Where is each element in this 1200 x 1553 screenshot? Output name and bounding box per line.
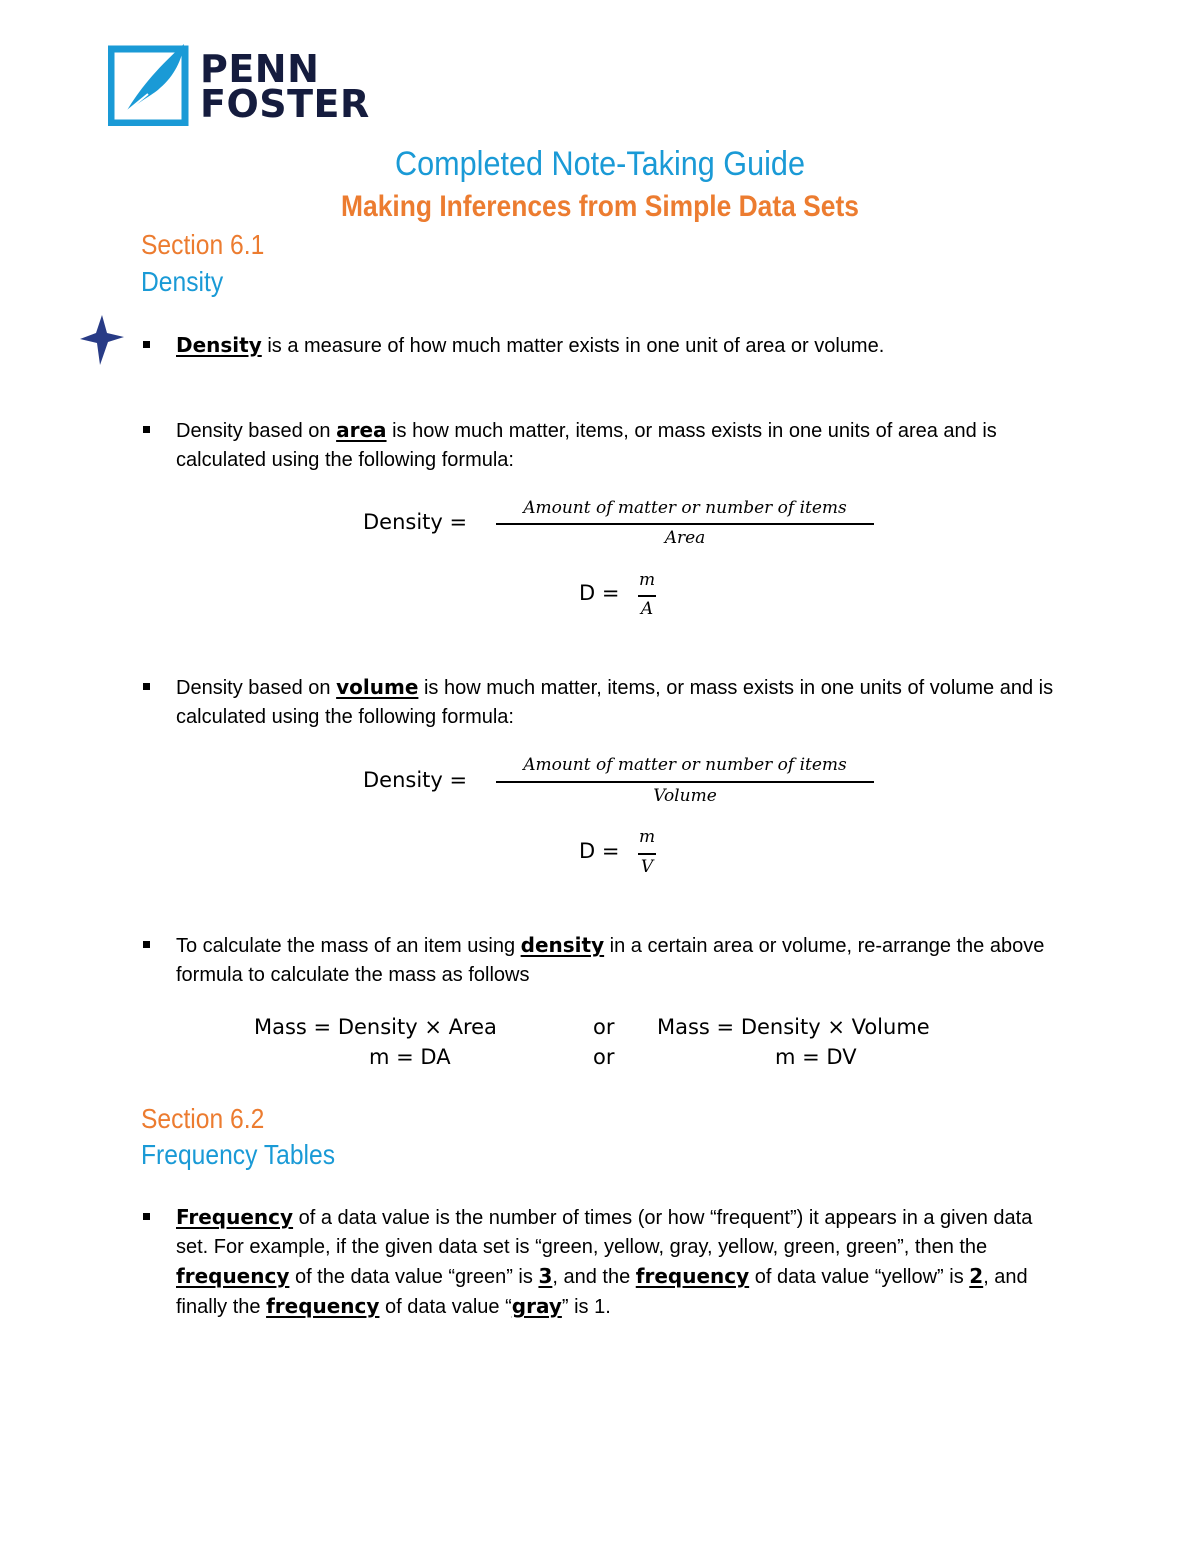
answer: 2 bbox=[969, 1264, 984, 1288]
short-numerator: m bbox=[638, 827, 656, 847]
text: ” is 1. bbox=[561, 1296, 611, 1318]
key-term: frequency bbox=[635, 1264, 750, 1288]
key-term: density bbox=[520, 933, 605, 957]
key-term: frequency bbox=[176, 1264, 290, 1288]
logo-line2: FOSTER bbox=[200, 82, 370, 126]
frequency-definition bbox=[176, 1203, 1056, 1322]
text: is how much matter, items, or mass exists in one units of area and is calculated using the following formula: bbox=[176, 420, 997, 471]
formula-lhs: Density = bbox=[363, 510, 468, 534]
penn-foster-logo-icon bbox=[108, 42, 190, 131]
page-title: Completed Note-Taking Guide bbox=[395, 145, 805, 183]
formula-numerator: Amount of matter or number of items bbox=[523, 755, 847, 775]
short-denominator: V bbox=[640, 857, 654, 877]
logo-text bbox=[200, 47, 370, 126]
short-formula-lhs: D = bbox=[579, 581, 620, 605]
logo-line1: PENN bbox=[200, 47, 320, 91]
formula-denominator: Area bbox=[664, 528, 706, 548]
text: of the data value “green” is bbox=[289, 1266, 539, 1288]
short-formula-lhs: D = bbox=[579, 839, 620, 863]
key-term: frequency bbox=[266, 1294, 380, 1318]
fraction-bar bbox=[496, 523, 874, 525]
fraction-bar bbox=[638, 853, 656, 855]
text: is how much matter, items, or mass exists in one units of volume and is calculated using the following formula: bbox=[176, 677, 1054, 728]
key-term: Density bbox=[176, 333, 262, 357]
bullet-icon bbox=[143, 426, 150, 433]
bullet-icon bbox=[143, 683, 150, 690]
or-label: or bbox=[593, 1045, 615, 1069]
mass-volume-short: m = DV bbox=[775, 1045, 857, 1069]
fraction-bar bbox=[638, 595, 656, 597]
bullet-icon bbox=[143, 941, 150, 948]
mass-area-formula: Mass = Density × Area bbox=[254, 1015, 497, 1039]
bullet-icon bbox=[143, 341, 150, 348]
star-icon bbox=[78, 311, 126, 372]
answer: 3 bbox=[538, 1264, 553, 1288]
text: Density based on bbox=[176, 420, 337, 442]
section-name: Frequency Tables bbox=[141, 1139, 336, 1170]
section-number: Section 6.1 bbox=[141, 229, 265, 260]
key-term: volume bbox=[336, 675, 419, 699]
volume-bullet bbox=[176, 673, 1056, 732]
text: Density based on bbox=[176, 677, 337, 699]
formula-denominator: Volume bbox=[653, 786, 717, 806]
density-definition bbox=[176, 331, 1056, 361]
or-label: or bbox=[593, 1015, 615, 1039]
section-number: Section 6.2 bbox=[141, 1103, 265, 1134]
section-name: Density bbox=[141, 266, 224, 297]
key-term: gray bbox=[511, 1294, 562, 1318]
text: of a data value is the number of times (or how “frequent”) it appears in a given data set. For example, if the given data set is “green, yellow, gray, yellow, green, green”, then the bbox=[176, 1207, 1033, 1258]
mass-volume-formula: Mass = Density × Volume bbox=[657, 1015, 930, 1039]
formula-numerator: Amount of matter or number of items bbox=[523, 498, 847, 518]
bullet-icon bbox=[143, 1213, 150, 1220]
text: , and the bbox=[552, 1266, 636, 1288]
key-term: Frequency bbox=[176, 1205, 294, 1229]
text: in a certain area or volume, re-arrange the above formula to calculate the mass as follows bbox=[176, 935, 1045, 986]
formula-lhs: Density = bbox=[363, 768, 468, 792]
fraction-bar bbox=[496, 781, 874, 783]
text: To calculate the mass of an item using bbox=[176, 935, 521, 957]
text: is a measure of how much matter exists in one unit of area or volume. bbox=[261, 335, 885, 357]
key-term: area bbox=[336, 418, 387, 442]
short-denominator: A bbox=[640, 599, 654, 619]
text: of data value “ bbox=[379, 1296, 512, 1318]
text: of data value “yellow” is bbox=[749, 1266, 970, 1288]
short-numerator: m bbox=[638, 570, 656, 590]
page-subtitle: Making Inferences from Simple Data Sets bbox=[341, 190, 859, 223]
area-bullet bbox=[176, 416, 1056, 475]
text: , and finally the bbox=[176, 1266, 1028, 1318]
mass-bullet bbox=[176, 931, 1056, 990]
mass-area-short: m = DA bbox=[369, 1045, 451, 1069]
